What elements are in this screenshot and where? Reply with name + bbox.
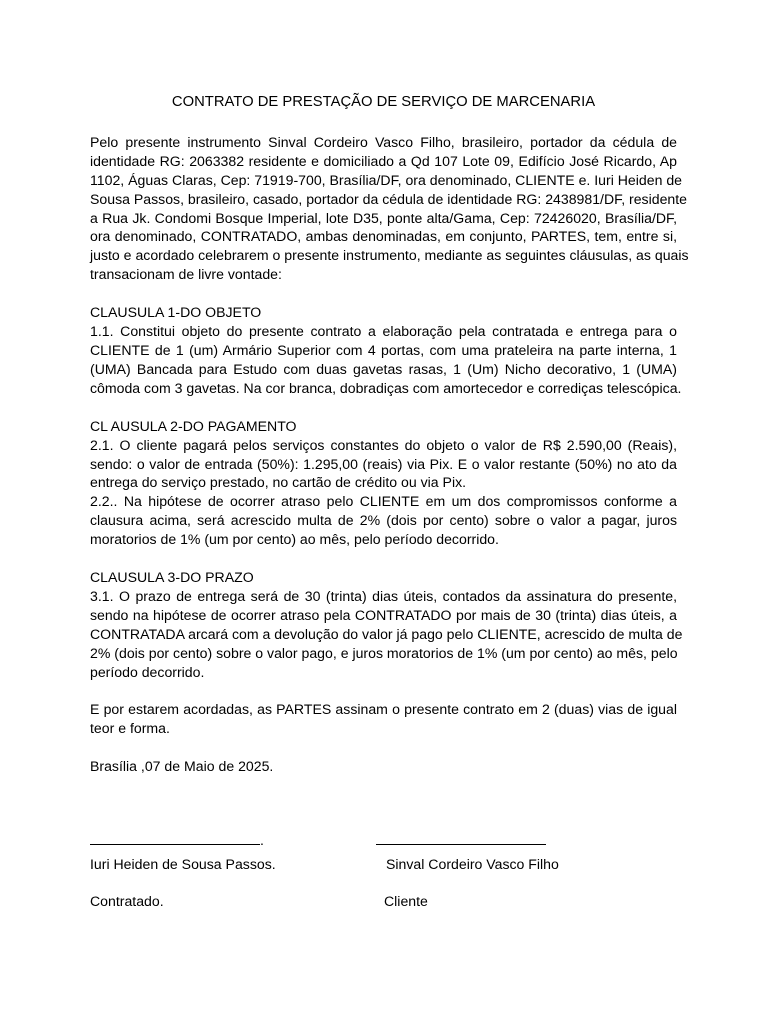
clause-3-heading: CLAUSULA 3-DO PRAZO: [90, 569, 254, 586]
intro-line: identidade RG: 2063382 residente e domiciliado a Qd 107 Lote 09, Edifício José Ricardo, Ap: [90, 152, 677, 169]
closing-line: E por estarem acordadas, as PARTES assinam o presente contrato em 2 (duas) vias de igual: [90, 701, 677, 718]
closing-line: teor e forma.: [90, 720, 170, 737]
signature-rule: [90, 844, 260, 845]
clause-2-2-line: clausura acima, será acrescido multa de 2% (dois por cento) sobre o valor a pagar, juros: [90, 512, 677, 529]
clause-2-heading: CL AUSULA 2-DO PAGAMENTO: [90, 417, 297, 434]
clause-1-line: cômoda com 3 gavetas. Na cor branca, dobradiças com amortecedor e corrediças telescópica.: [90, 379, 682, 396]
clause-2-1-line: sendo: o valor de entrada (50%): 1.295,00 (reais) via Pix. E o valor restante (50%) no ato da: [90, 455, 677, 472]
clause-2-1-line: entrega do serviço prestado, no cartão de crédito ou via Pix.: [90, 474, 467, 491]
clause-3: [90, 568, 683, 681]
intro-line: ora denominado, CONTRATADO, ambas denominadas, em conjunto, PARTES, tem, entre si,: [90, 228, 677, 245]
clause-2-1-line: 2.1. O cliente pagará pelos serviços constantes do objeto o valor de R$ 2.590,00 (Reais),: [90, 436, 677, 453]
signature-block-client: [376, 831, 559, 911]
contract-page: [90, 93, 689, 776]
document-title: CONTRATO DE PRESTAÇÃO DE SERVIÇO DE MARCENARIA: [171, 94, 596, 110]
intro-line: justo e acordado celebrarem o presente instrumento, mediante as seguintes cláusulas, as quais: [90, 247, 689, 264]
signature-line-contractor: [90, 831, 276, 850]
client-name: Sinval Cordeiro Vasco Filho: [386, 855, 559, 872]
clause-3-line: 3.1. O prazo de entrega será de 30 (trinta) dias úteis, contados da assinatura do presente,: [90, 587, 677, 604]
intro-line: 1102, Águas Claras, Cep: 71919-700, Brasília/DF, ora denominado, CLIENTE e. Iuri Heiden de: [90, 171, 683, 188]
clause-2: [90, 417, 677, 549]
intro-line: Sousa Passos, brasileiro, casado, portador da cédula de identidade RG: 2438981/DF, residente: [90, 190, 688, 207]
clause-3-line: sendo na hipótese de ocorrer atraso pela CONTRATADO por mais de 30 (trinta) dias úteis, a: [90, 606, 677, 623]
signature-block-contractor: [90, 831, 276, 911]
clause-1-line: CLIENTE de 1 (um) Armário Superior com 4 portas, com uma prateleira na parte interna, 1: [90, 341, 677, 358]
place-date: Brasília ,07 de Maio de 2025.: [90, 758, 274, 775]
intro-line: transacionam de livre vontade:: [90, 266, 282, 283]
clause-2-2-line: moratorios de 1% (um por cento) ao mês, pelo período decorrido.: [90, 531, 499, 548]
client-role: Cliente: [384, 892, 428, 909]
clause-3-line: CONTRATADA arcará com a devolução do valor já pago pelo CLIENTE, acrescido de multa de: [90, 625, 683, 642]
contractor-role: Contratado.: [90, 892, 164, 909]
clause-1-line: 1.1. Constitui objeto do presente contrato a elaboração pela contratada e entrega para o: [90, 323, 677, 340]
signature-line-client: [376, 831, 559, 850]
intro-line: Pelo presente instrumento Sinval Cordeiro Vasco Filho, brasileiro, portador da cédula de: [90, 133, 677, 150]
clause-3-line: 2% (dois por cento) sobre o valor pago, e juros moratorios de 1% (um por cento) ao mês, pelo: [90, 644, 678, 661]
closing-paragraph: [90, 700, 677, 738]
signature-line-mark: .: [260, 832, 264, 848]
clause-1: [90, 303, 682, 398]
clause-1-heading: CLAUSULA 1-DO OBJETO: [90, 304, 262, 321]
clause-2-2-line: 2.2.. Na hipótese de ocorrer atraso pelo CLIENTE em um dos compromissos conforme a: [90, 493, 677, 510]
signature-rule: [376, 844, 546, 845]
clause-1-line: (UMA) Bancada para Estudo com duas gavetas rasas, 1 (Um) Nicho decorativo, 1 (UMA): [90, 360, 677, 377]
intro-paragraph: [90, 133, 689, 284]
clause-3-line: período decorrido.: [90, 663, 205, 680]
intro-line: a Rua Jk. Condomi Bosque Imperial, lote D35, ponte alta/Gama, Cep: 72426020, Brasília/DF,: [90, 209, 677, 226]
contractor-name: Iuri Heiden de Sousa Passos.: [90, 855, 276, 872]
